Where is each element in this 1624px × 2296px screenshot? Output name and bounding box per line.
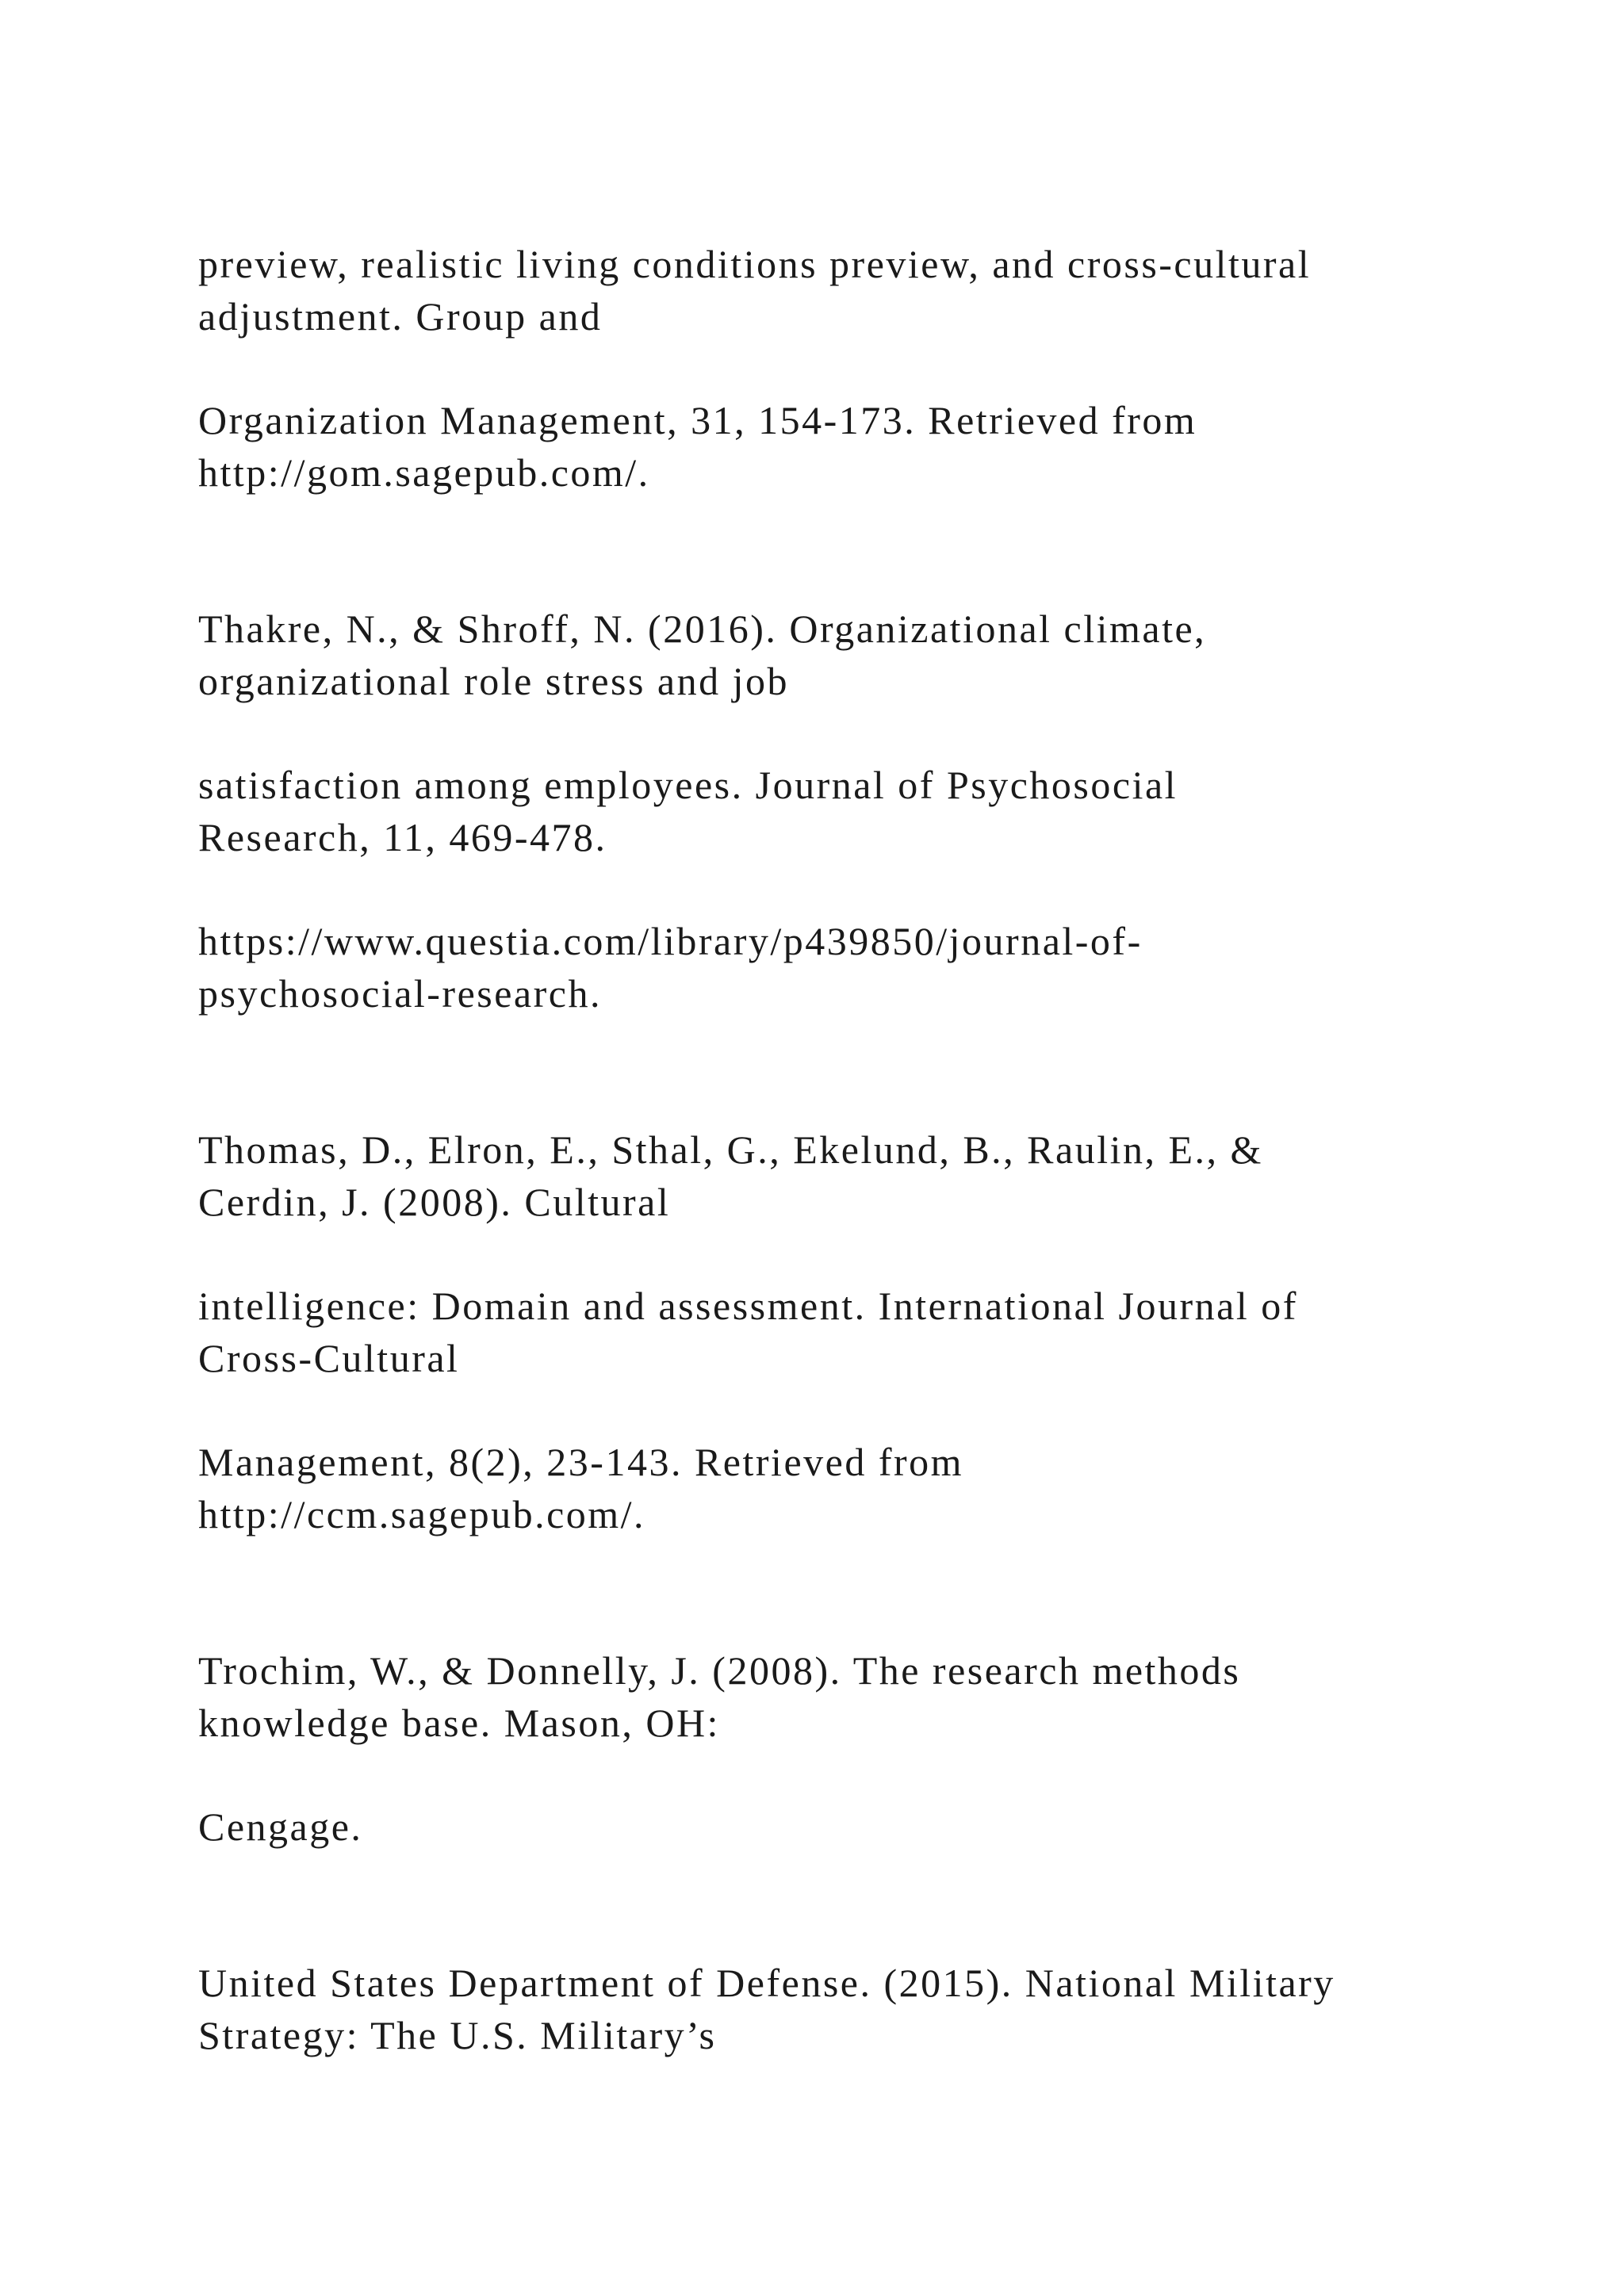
reference-paragraph: Cengage.: [198, 1804, 363, 1849]
reference-paragraph: Trochim, W., & Donnelly, J. (2008). The research methods knowledge base. Mason, OH:: [198, 1648, 1241, 1745]
reference-paragraph: satisfaction among employees. Journal of Psychosocial Research, 11, 469-478.: [198, 763, 1178, 859]
reference-paragraph: United States Department of Defense. (2015). National Military Strategy: The U.S. Military’s: [198, 1961, 1335, 2057]
reference-paragraph: intelligence: Domain and assessment. International Journal of Cross-Cultural: [198, 1284, 1298, 1380]
reference-paragraph: Management, 8(2), 23-143. Retrieved from http://ccm.sagepub.com/.: [198, 1440, 964, 1536]
reference-paragraph: Thomas, D., Elron, E., Sthal, G., Ekelund, B., Raulin, E., & Cerdin, J. (2008). Cultural: [198, 1127, 1263, 1224]
reference-paragraph: preview, realistic living conditions preview, and cross-cultural adjustment. Group and: [198, 242, 1312, 339]
reference-paragraph: Organization Management, 31, 154-173. Retrieved from http://gom.sagepub.com/.: [198, 398, 1197, 495]
reference-paragraph: https://www.questia.com/library/p439850/journal-of- psychosocial-research.: [198, 919, 1143, 1016]
reference-list: [198, 238, 1546, 2113]
reference-paragraph: Thakre, N., & Shroff, N. (2016). Organizational climate, organizational role stress and job: [198, 607, 1207, 703]
